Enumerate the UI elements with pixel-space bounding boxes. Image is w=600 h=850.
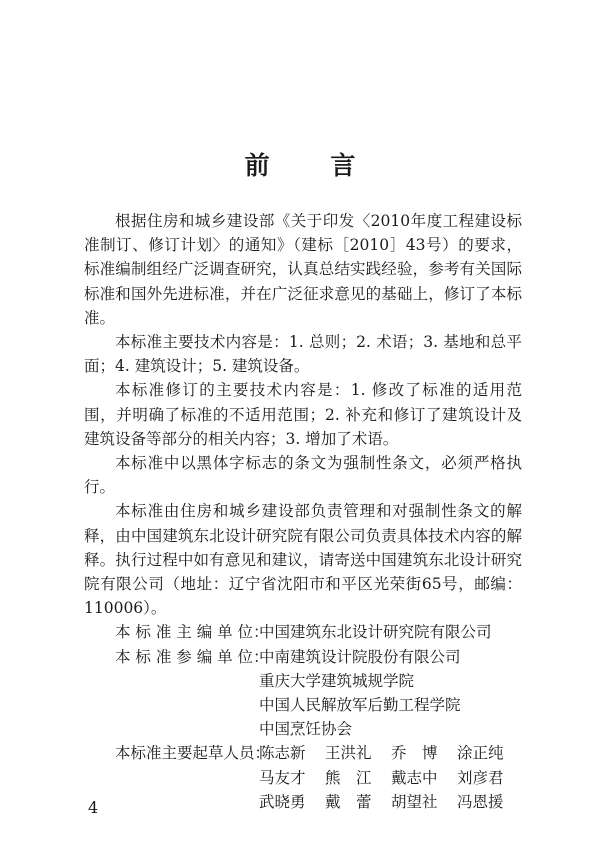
participating-unit: 中国烹饪协会 [259, 720, 353, 739]
drafter-name-grid [259, 741, 523, 814]
participating-unit: 重庆大学建筑城规学院 [259, 671, 415, 690]
drafter-name: 乔 博 [391, 744, 438, 763]
paragraph-revision-contents: 本标准修订的主要技术内容是：1. 修改了标准的适用范围，并明确了标准的不适用范围；2. 补充和修订了建筑设计及建筑设备等部分的相关内容；3. 增加了术语。 [84, 381, 522, 448]
chief-editor-unit: 中国建筑东北设计研究院有限公司 [259, 623, 492, 642]
drafter-name: 刘彦君 [457, 768, 504, 787]
chief-editor-unit-list [259, 620, 522, 644]
chief-editor-label: 本 标 准 主 编 单 位： [115, 623, 269, 642]
drafter-name: 王洪礼 [325, 744, 372, 763]
drafter-name: 涂正纯 [457, 744, 504, 763]
drafter-name: 戴志中 [391, 768, 438, 787]
drafter-name: 马友才 [259, 768, 306, 787]
participating-units-label: 本 标 准 参 编 单 位： [115, 647, 269, 666]
paragraph-main-contents: 本标准主要技术内容是：1. 总则；2. 术语；3. 基地和总平面；4. 建筑设计；5. 建筑设备。 [84, 333, 522, 376]
drafter-name: 熊 江 [325, 768, 372, 787]
participating-units-row [84, 645, 522, 742]
drafter-name: 武晓勇 [259, 792, 306, 811]
drafter-name: 戴 蕾 [325, 792, 372, 811]
preface-body [84, 209, 522, 814]
paragraph-management: 本标准由住房和城乡建设部负责管理和对强制性条文的解释，由中国建筑东北设计研究院有限公司负责具体技术内容的解释。执行过程中如有意见和建议，请寄送中国建筑东北设计研究院有限公司（地址：辽宁省沈阳市和平区光荣街65号，邮编：110006）。 [84, 502, 522, 618]
page-number: 4 [88, 798, 99, 817]
drafter-name: 胡望社 [391, 792, 438, 811]
participating-unit: 中国人民解放军后勤工程学院 [259, 696, 461, 715]
chief-editor-row [84, 620, 522, 644]
participating-unit-list [259, 645, 522, 742]
drafters-label: 本标准主要起草人员： [115, 744, 271, 763]
drafters-row [84, 741, 522, 814]
paragraph-revision-basis: 根据住房和城乡建设部《关于印发〈2010年度工程建设标准制订、修订计划〉的通知》（建标［2010］43号）的要求，标准编制组经广泛调查研究，认真总结实践经验，参考有关国际标准和国外先进标准，并在广泛征求意见的基础上，修订了本标准。 [84, 212, 522, 327]
participating-unit: 中南建筑设计院股份有限公司 [259, 647, 461, 666]
paragraph-mandatory-clauses: 本标准中以黑体字标志的条文为强制性条文，必须严格执行。 [84, 454, 522, 497]
drafter-name: 冯恩援 [457, 792, 504, 811]
page-title: 前 言 [244, 151, 382, 180]
drafter-name: 陈志新 [259, 744, 306, 763]
